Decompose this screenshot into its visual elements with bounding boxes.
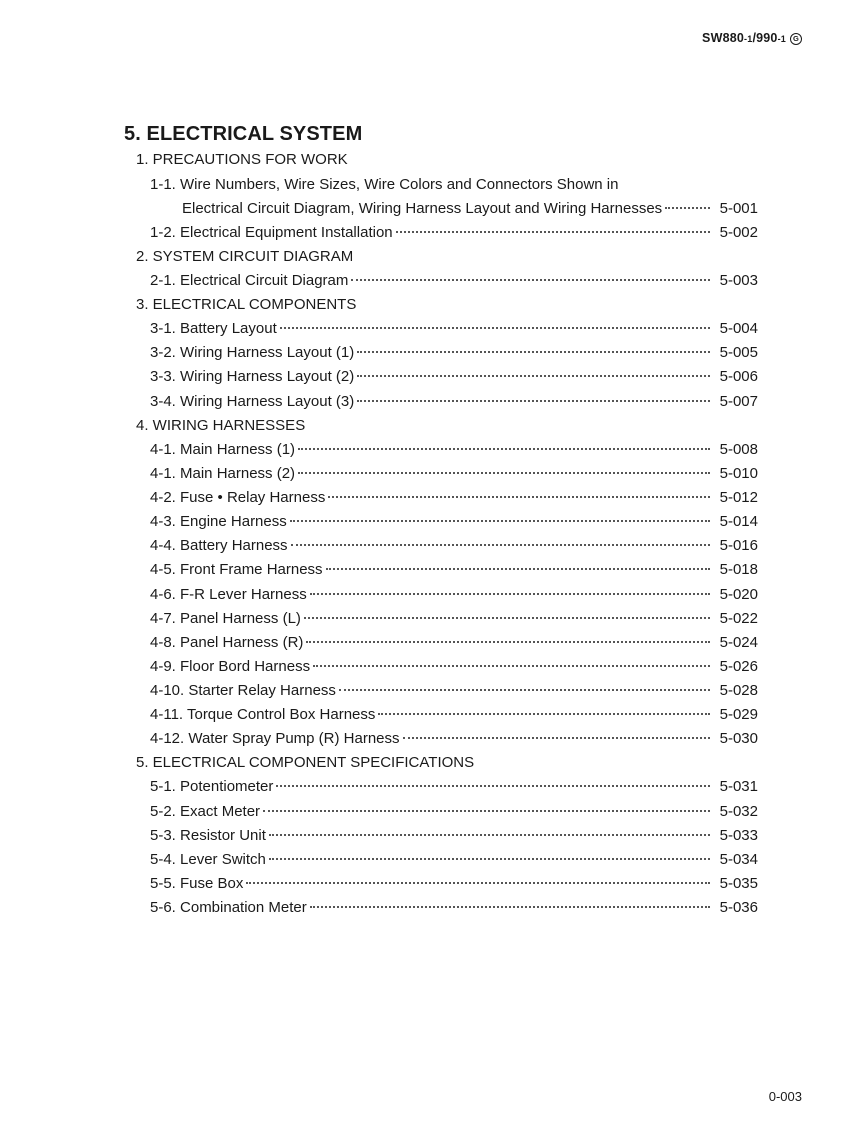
leader-dots (310, 592, 710, 595)
leader-dots (378, 712, 710, 715)
toc-entry-5-2 (0, 801, 844, 823)
toc-entry-page: 5-031 (719, 778, 758, 795)
leader-dots (291, 543, 710, 546)
toc-entry-1-2 (0, 222, 844, 244)
toc-entry-page: 5-034 (719, 851, 758, 868)
revision-mark-icon: G (790, 33, 802, 45)
toc-entry-label: 4-2. Fuse • Relay Harness (150, 489, 326, 506)
toc-entry-3-3 (0, 366, 844, 388)
toc-section-2: 2. SYSTEM CIRCUIT DIAGRAM (136, 248, 354, 265)
leader-dots (290, 519, 710, 522)
toc-entry-4-1a (0, 439, 844, 461)
toc-entry-page: 5-024 (719, 634, 758, 651)
leader-dots (403, 736, 710, 739)
toc-entry-label: 4-12. Water Spray Pump (R) Harness (150, 730, 400, 747)
leader-dots (357, 399, 710, 402)
leader-dots (276, 784, 710, 787)
toc-entry-page: 5-016 (719, 537, 758, 554)
toc-entry-4-11 (0, 704, 844, 726)
toc-entry-label: 4-1. Main Harness (1) (150, 441, 296, 458)
leader-dots (326, 567, 710, 570)
toc-entry-page: 5-018 (719, 561, 758, 578)
toc-entry-label: 5-2. Exact Meter (150, 803, 261, 820)
toc-section-3: 3. ELECTRICAL COMPONENTS (136, 296, 357, 313)
toc-entry-label: 5-5. Fuse Box (150, 875, 244, 892)
model-code-header (702, 31, 802, 46)
toc-entry-page: 5-020 (719, 586, 758, 603)
leader-dots (298, 447, 710, 450)
model-code-alt-suffix: -1 (777, 34, 786, 44)
leader-dots (310, 905, 710, 908)
toc-entry-label: 4-11. Torque Control Box Harness (150, 706, 376, 723)
toc-entry-label: 3-3. Wiring Harness Layout (2) (150, 368, 355, 385)
toc-entry-page: 5-007 (719, 393, 758, 410)
toc-entry-label: 4-10. Starter Relay Harness (150, 682, 336, 699)
toc-entry-label: 3-4. Wiring Harness Layout (3) (150, 393, 355, 410)
toc-entry-page: 5-003 (719, 272, 758, 289)
toc-entry-3-2 (0, 342, 844, 364)
toc-entry-4-2 (0, 487, 844, 509)
toc-entry-page: 5-005 (719, 344, 758, 361)
leader-dots (357, 350, 710, 353)
toc-entry-5-1 (0, 776, 844, 798)
leader-dots (269, 833, 710, 836)
model-code-suffix: -1 (744, 34, 753, 44)
toc-entry-4-6 (0, 584, 844, 606)
toc-entry-4-5 (0, 559, 844, 581)
leader-dots (357, 374, 710, 377)
toc-entry-page: 5-006 (719, 368, 758, 385)
toc-entry-page: 5-008 (719, 441, 758, 458)
toc-entry-page: 5-033 (719, 827, 758, 844)
model-code-alt: /990 (752, 31, 778, 45)
toc-entry-4-10 (0, 680, 844, 702)
model-code: SW880 (702, 31, 745, 45)
toc-entry-page: 5-002 (719, 224, 758, 241)
toc-entry-label: 4-6. F-R Lever Harness (150, 586, 307, 603)
toc-entry-label: 4-3. Engine Harness (150, 513, 287, 530)
toc-entry-label: 2-1. Electrical Circuit Diagram (150, 272, 349, 289)
toc-entry-label: 4-7. Panel Harness (L) (150, 610, 301, 627)
leader-dots (665, 206, 710, 209)
leader-dots (351, 278, 710, 281)
leader-dots (396, 230, 710, 233)
toc-entry-5-5 (0, 873, 844, 895)
page-number: 0-003 (768, 1089, 802, 1104)
toc-entry-5-6 (0, 897, 844, 919)
toc-entry-4-8 (0, 632, 844, 654)
toc-entry-page: 5-029 (719, 706, 758, 723)
toc-entry-label: 1-2. Electrical Equipment Installation (150, 224, 393, 241)
toc-entry-label: 4-4. Battery Harness (150, 537, 288, 554)
toc-entry-page: 5-028 (719, 682, 758, 699)
toc-entry-5-3 (0, 825, 844, 847)
toc-entry-page: 5-032 (719, 803, 758, 820)
toc-entry-page: 5-035 (719, 875, 758, 892)
toc-entry-page: 5-022 (719, 610, 758, 627)
section-title: 5. ELECTRICAL SYSTEM (124, 123, 363, 145)
leader-dots (328, 495, 710, 498)
toc-entry-label: Electrical Circuit Diagram, Wiring Harness Layout and Wiring Harnesses (182, 200, 663, 217)
toc-entry-page: 5-026 (719, 658, 758, 675)
toc-entry-page: 5-010 (719, 465, 758, 482)
toc-entry-3-4 (0, 391, 844, 413)
toc-entry-page: 5-012 (719, 489, 758, 506)
toc-entry-label: 3-1. Battery Layout (150, 320, 277, 337)
toc-entry-label: 5-3. Resistor Unit (150, 827, 266, 844)
toc-entry-4-7 (0, 608, 844, 630)
toc-entry-page: 5-014 (719, 513, 758, 530)
toc-entry-4-3 (0, 511, 844, 533)
leader-dots (246, 881, 710, 884)
toc-entry-4-12 (0, 728, 844, 750)
toc-entry-label: 5-6. Combination Meter (150, 899, 307, 916)
toc-entry-page: 5-004 (719, 320, 758, 337)
toc-entry-1-1-line1: 1-1. Wire Numbers, Wire Sizes, Wire Colors and Connectors Shown in (150, 176, 619, 193)
leader-dots (339, 688, 710, 691)
toc-entry-page: 5-036 (719, 899, 758, 916)
toc-entry-label: 4-8. Panel Harness (R) (150, 634, 304, 651)
leader-dots (313, 664, 710, 667)
toc-entry-label: 3-2. Wiring Harness Layout (1) (150, 344, 355, 361)
leader-dots (269, 857, 710, 860)
toc-section-1: 1. PRECAUTIONS FOR WORK (136, 151, 348, 168)
toc-entry-label: 5-1. Potentiometer (150, 778, 274, 795)
leader-dots (280, 326, 710, 329)
toc-entry-page: 5-001 (719, 200, 758, 217)
toc-entry-label: 4-5. Front Frame Harness (150, 561, 323, 578)
toc-entry-label: 4-9. Floor Bord Harness (150, 658, 311, 675)
toc-entry-1-1 (0, 198, 844, 220)
toc-entry-label: 5-4. Lever Switch (150, 851, 266, 868)
toc-entry-label: 4-1. Main Harness (2) (150, 465, 296, 482)
toc-entry-2-1 (0, 270, 844, 292)
toc-entry-4-1b (0, 463, 844, 485)
toc-entry-page: 5-030 (719, 730, 758, 747)
toc-entry-4-4 (0, 535, 844, 557)
toc-entry-5-4 (0, 849, 844, 871)
toc-section-5: 5. ELECTRICAL COMPONENT SPECIFICATIONS (136, 754, 475, 771)
leader-dots (298, 471, 710, 474)
leader-dots (306, 640, 710, 643)
leader-dots (304, 616, 710, 619)
leader-dots (263, 809, 710, 812)
toc-entry-3-1 (0, 318, 844, 340)
toc-section-4: 4. WIRING HARNESSES (136, 417, 306, 434)
toc-entry-4-9 (0, 656, 844, 678)
